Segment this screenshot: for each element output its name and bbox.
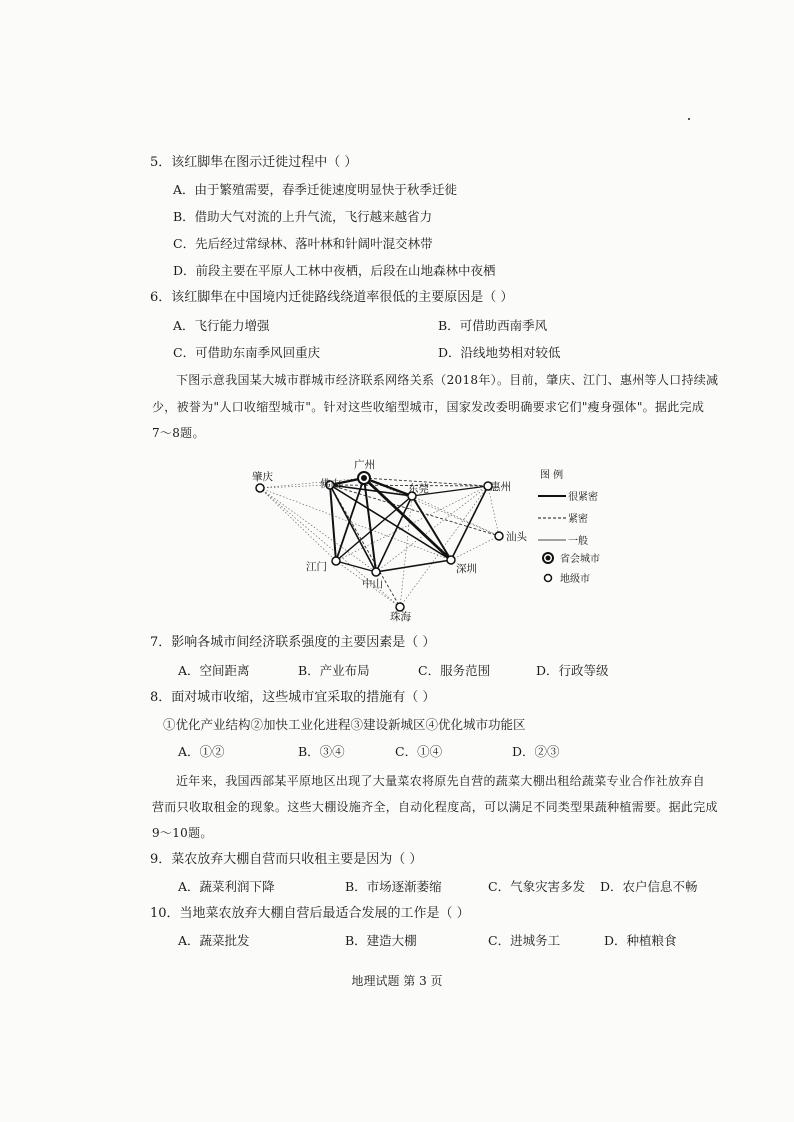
intro-paragraph-1-line-3: 7～8题。 [152,426,205,440]
label-dongguan: 东莞 [408,483,429,495]
node-zhuhai [396,603,404,611]
q8-stem: 8．面对城市收缩，这些城市宜采取的措施有（ ） [150,690,436,705]
label-shantou: 汕头 [506,531,527,543]
q10-stem: 10．当地菜农放弃大棚自营后最适合发展的工作是（ ） [150,906,470,921]
legend-normal: 一般 [568,536,588,547]
q6-option-a: A．飞行能力增强 [173,318,270,333]
node-shantou [495,532,503,540]
q9-option-a: A．蔬菜利润下降 [178,879,275,894]
q5-option-c: C．先后经过常绿林、落叶林和针阔叶混交林带 [173,236,433,251]
legend-very-close: 很紧密 [568,492,598,503]
node-shenzhen [447,556,455,564]
q9-option-c: C．气象灾害多发 [488,879,586,894]
label-jiangmen: 江门 [306,561,327,573]
q5-option-a: A．由于繁殖需要，春季迁徙速度明显快于秋季迁徙 [173,182,458,197]
legend-title: 图 例 [540,470,564,481]
q5-option-b: B．借助大气对流的上升气流，飞行越来越省力 [173,209,433,224]
q8-statements: ①优化产业结构②加快工业化进程③建设新城区④优化城市功能区 [163,717,526,732]
q6-option-b: B．可借助西南季风 [438,318,548,333]
node-guangzhou [358,472,370,484]
q7-option-a: A．空间距离 [178,663,250,678]
q8-option-b: B．③④ [298,744,345,759]
intro-paragraph-1-line-2: 少，被誉为"人口收缩型城市"。针对这些收缩型城市，国家发改委明确要求它们"瘦身强体"。据此完成 [152,400,705,414]
q5-option-d: D．前段主要在平原人工林中夜栖，后段在山地森林中夜栖 [173,263,496,278]
node-zhaoqing [256,484,264,492]
q7-option-c: C．服务范围 [418,663,491,678]
q8-option-a: A．①② [178,744,225,759]
map-legend [538,468,600,585]
q8-option-d: D．②③ [512,744,560,759]
legend-close: 紧密 [568,514,588,525]
label-zhuhai: 珠海 [390,611,411,623]
q5-stem: 5．该红脚隼在图示迁徙过程中（ ） [150,155,358,170]
q10-option-b: B．建造大棚 [345,933,417,948]
legend-provincial-capital: 省会城市 [560,554,600,565]
q8-option-c: C．①④ [395,744,443,759]
q6-option-c: C．可借助东南季风回重庆 [173,345,321,360]
intro-paragraph-1-line-1: 下图示意我国某大城市群城市经济联系网络关系（2018年）。目前，肇庆、江门、惠州等人口持续减 [176,373,719,387]
q10-option-a: A．蔬菜批发 [178,933,250,948]
label-zhaoqing: 肇庆 [252,471,273,483]
intro-paragraph-2-line-1: 近年来，我国西部某平原地区出现了大量菜农将原先自营的蔬菜大棚出租给蔬菜专业合作社放弃自 [176,774,705,788]
intro-paragraph-2-line-2: 营而只收取租金的现象。这些大棚设施齐全，自动化程度高，可以满足不同类型果蔬种植需要。据此完成 [152,800,718,814]
q9-option-b: B．市场逐渐萎缩 [345,879,442,894]
q9-option-d: D．农户信息不畅 [600,879,698,894]
page-footer: 地理试题 第 3 页 [351,974,443,988]
legend-prefecture-city: 地级市 [560,574,590,585]
node-zhongshan [372,568,380,576]
q7-stem: 7．影响各城市间经济联系强度的主要因素是（ ） [150,635,436,650]
q6-stem: 6．该红脚隼在中国境内迁徙路线绕道率很低的主要原因是（ ） [150,290,514,305]
label-shenzhen: 深圳 [456,563,477,575]
scan-speck [688,118,690,120]
label-huizhou: 惠州 [490,481,511,493]
label-guangzhou: 广州 [354,459,375,471]
label-zhongshan: 中山 [362,578,383,590]
node-jiangmen [332,557,340,565]
q7-option-b: B．产业布局 [298,663,370,678]
q7-option-d: D．行政等级 [536,663,609,678]
city-network-map [240,452,620,624]
intro-paragraph-2-line-3: 9～10题。 [152,826,213,840]
q6-option-d: D．沿线地势相对较低 [438,345,561,360]
q10-option-c: C．进城务工 [488,933,561,948]
q9-stem: 9．菜农放弃大棚自营而只收租主要是因为（ ） [150,852,423,867]
label-foshan: 佛山 [320,478,341,490]
q10-option-d: D．种植粮食 [604,933,677,948]
